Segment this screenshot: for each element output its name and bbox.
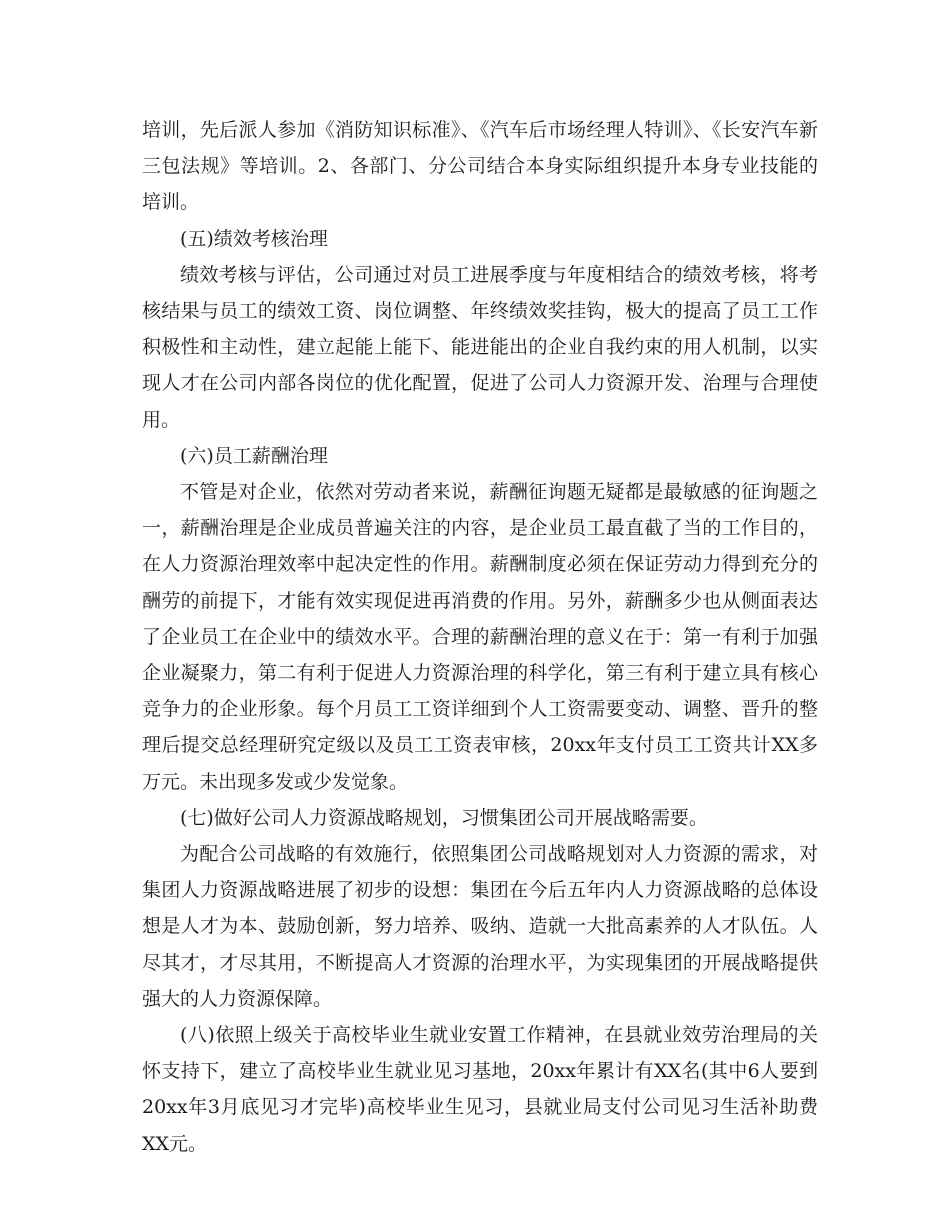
heading-salary-management: (六)员工薪酬治理: [180, 444, 328, 467]
heading-performance-management: (五)绩效考核治理: [180, 227, 328, 250]
heading-hr-strategy: (七)做好公司人力资源战略规划，习惯集团公司开展战略需要。: [180, 806, 708, 829]
paragraph-hr-strategy: 为配合公司战略的有效施行，依照集团公司战略规划对人力资源的需求，对集团人力资源战略进展了初步的设想：集团在今后五年内人力资源战略的总体设想是人才为本、鼓励创新，努力培养、吸纳、造就一大批高素养的人才队伍。人尽其才，才尽其用，不断提高人才资源的治理水平，为实现集团的开展战略提供强大的人力资源保障。: [142, 843, 818, 1010]
paragraph-salary-management: 不管是对企业，依然对劳动者来说，薪酬征询题无疑都是最敏感的征询题之一，薪酬治理是企业成员普遍关注的内容，是企业员工最直截了当的工作目的，在人力资源治理效率中起决定性的作用。薪酬制度必须在保证劳动力得到充分的酬劳的前提下，才能有效实现促进再消费的作用。另外，薪酬多少也从侧面表达了企业员工在企业中的绩效水平。合理的薪酬治理的意义在于：第一有利于加强企业凝聚力，第二有利于促进人力资源治理的科学化，第三有利于建立具有核心竞争力的企业形象。每个月员工工资详细到个人工资需要变动、调整、晋升的整理后提交总经理研究定级以及员工工资表审核，20xx年支付员工工资共计XX多万元。未出现多发或少发觉象。: [142, 481, 818, 793]
paragraph-training-continued: 培训，先后派人参加《消防知识标准》、《汽车后市场经理人特训》、《长安汽车新三包法规》等培训。2、各部门、分公司结合本身实际组织提升本身专业技能的培训。: [142, 119, 818, 214]
paragraph-graduate-internship: (八)依照上级关于高校毕业生就业安置工作精神，在县就业效劳治理局的关怀支持下，建立了高校毕业生就业见习基地，20xx年累计有XX名(其中6人要到20xx年3月底见习才完毕)高校毕业生见习，县就业局支付公司见习生活补助费XX元。: [142, 1024, 818, 1155]
paragraph-performance-management: 绩效考核与评估，公司通过对员工进展季度与年度相结合的绩效考核，将考核结果与员工的绩效工资、岗位调整、年终绩效奖挂钩，极大的提高了员工工作积极性和主动性，建立起能上能下、能进能出的企业自我约束的用人机制，以实现人才在公司内部各岗位的优化配置，促进了公司人力资源开发、治理与合理使用。: [142, 263, 818, 431]
document-body: [142, 112, 818, 1162]
